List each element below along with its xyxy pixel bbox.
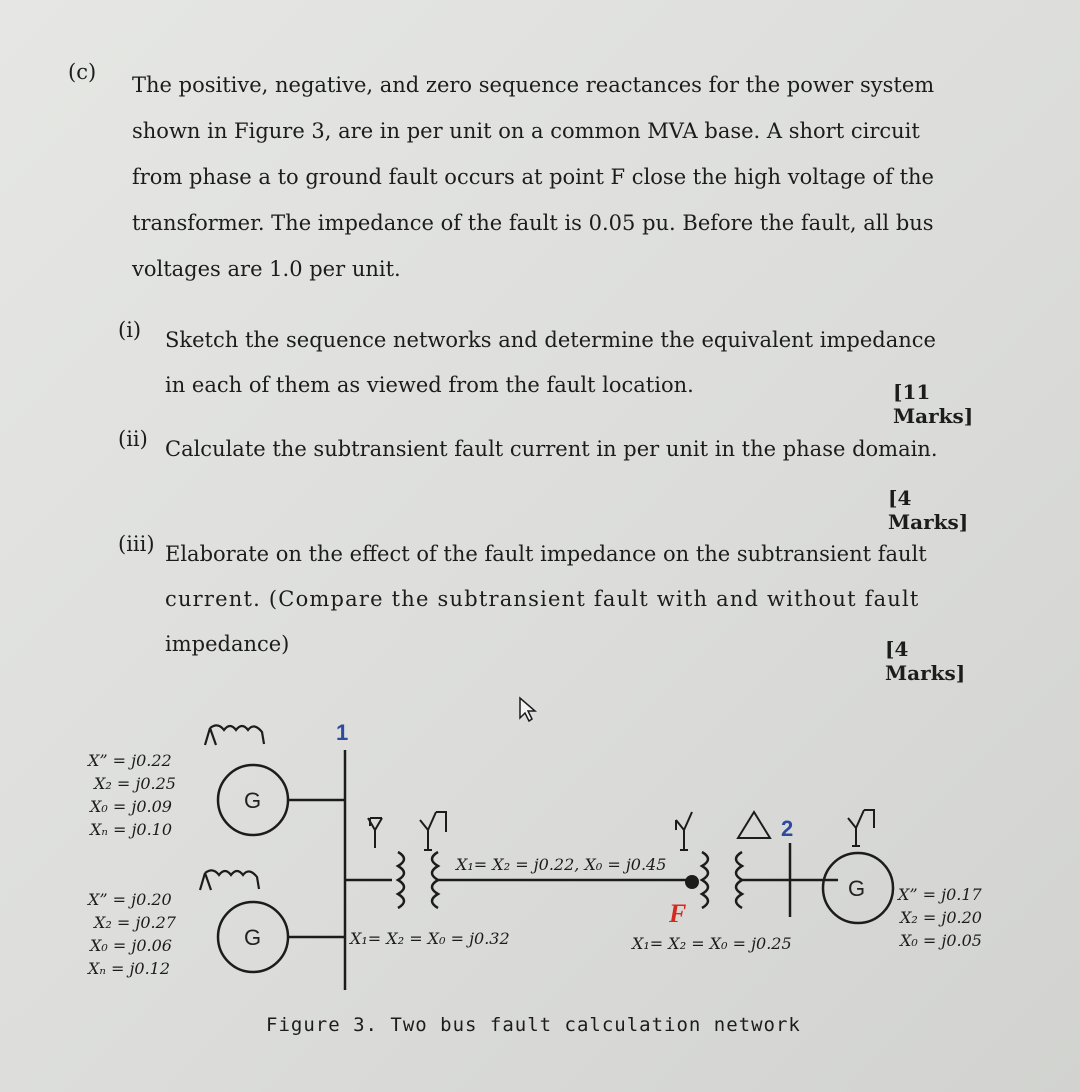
part-iii-line: Elaborate on the effect of the fault impedance on the subtransient fault [165, 542, 927, 566]
part-ii-label: (ii) [118, 427, 148, 451]
intro-line: from phase a to ground fault occurs at point F close the high voltage of the [132, 165, 934, 189]
gen3-symbol: G [848, 876, 866, 901]
intro-line: voltages are 1.0 per unit. [132, 257, 401, 281]
part-ii-line: Calculate the subtransient fault current in per unit in the phase domain. [165, 437, 938, 461]
gen1-param: X₂ = j0.25 [94, 774, 176, 793]
line-reactance-label: X₁= X₂ = j0.22, X₀ = j0.45 [456, 855, 667, 874]
gen1-symbol: G [244, 788, 262, 813]
gen3-param: X₂ = j0.20 [900, 908, 982, 927]
part-i-line: in each of them as viewed from the fault location. [165, 373, 694, 397]
gen3-param: X” = j0.17 [898, 885, 982, 904]
intro-line: shown in Figure 3, are in per unit on a common MVA base. A short circuit [132, 119, 920, 143]
bus-1-label: 1 [336, 720, 349, 745]
t1-wye-ground-left-icon [368, 818, 382, 848]
part-ii-marks: [4 Marks] [888, 486, 969, 534]
transformer-1-primary [398, 852, 404, 908]
intro-line: transformer. The impedance of the fault is 0.05 pu. Before the fault, all bus [132, 211, 934, 235]
t1-wye-ground-right-icon [420, 812, 446, 850]
mouse-cursor-icon [520, 698, 535, 721]
gen2-wye-ground-icon [200, 870, 259, 890]
t2-reactance-label: X₁= X₂ = X₀ = j0.25 [632, 934, 792, 953]
gen3-param: X₀ = j0.05 [900, 931, 982, 950]
gen1-wye-ground-icon [205, 725, 264, 745]
gen2-symbol: G [244, 925, 262, 950]
t2-wye-ground-icon [676, 812, 692, 850]
gen2-param: Xₙ = j0.12 [88, 959, 171, 978]
figure-caption: Figure 3. Two bus fault calculation network [266, 1014, 801, 1036]
gen2-param: X” = j0.20 [88, 890, 172, 909]
part-i-marks: [11 Marks] [893, 380, 974, 428]
question-label: (c) [68, 60, 97, 84]
transformer-2-secondary [736, 852, 742, 908]
part-iii-marks: [4 Marks] [885, 637, 966, 685]
part-iii-line: impedance) [165, 632, 290, 656]
intro-line: The positive, negative, and zero sequence reactances for the power system [132, 73, 935, 97]
transformer-2-primary [702, 852, 708, 908]
part-iii-label: (iii) [118, 532, 155, 556]
part-i-label: (i) [118, 318, 142, 342]
gen1-param: X” = j0.22 [88, 751, 172, 770]
gen2-param: X₂ = j0.27 [94, 913, 176, 932]
gen1-param: X₀ = j0.09 [90, 797, 172, 816]
gen2-param: X₀ = j0.06 [90, 936, 172, 955]
part-iii-line: current. (Compare the subtransient fault with and without fault [165, 587, 920, 611]
t1-reactance-label: X₁= X₂ = X₀ = j0.32 [350, 929, 510, 948]
part-i-line: Sketch the sequence networks and determine the equivalent impedance [165, 328, 936, 352]
gen3-wye-ground-icon [848, 810, 874, 846]
fault-label: F [669, 899, 687, 928]
bus-2-label: 2 [781, 816, 794, 841]
gen1-param: Xₙ = j0.10 [90, 820, 173, 839]
t2-delta-icon [738, 812, 770, 838]
transformer-1-secondary [432, 852, 438, 908]
fault-point [685, 875, 699, 889]
